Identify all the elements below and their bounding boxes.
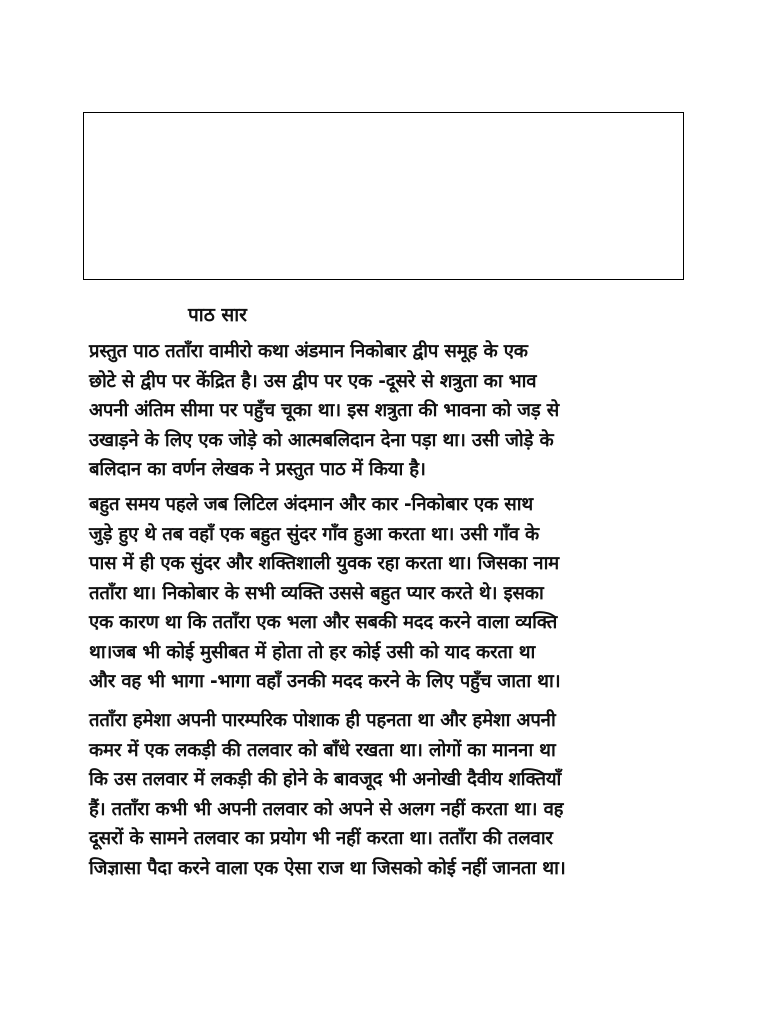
text-line: अपनी अंतिम सीमा पर पहुँच चूका था। इस शत्रुता की भावना को जड़ से: [89, 400, 560, 421]
text-line: छोटे से द्वीप पर केंद्रित है। उस द्वीप पर एक -दूसरे से शत्रुता का भाव: [89, 370, 537, 392]
text-line: कमर में एक लकड़ी की तलवार को बाँधे रखता था। लोगों का मानना था: [89, 739, 556, 761]
paragraph-1: [89, 337, 689, 485]
text-line: पास में ही एक सुंदर और शक्तिशाली युवक रहा करता था। जिसका नाम: [89, 553, 560, 574]
text-line: जुड़े हुए थे तब वहाँ एक बहुत सुंदर गाँव हुआ करता था। उसी गाँव के: [89, 523, 540, 545]
text-line: प्रस्तुत पाठ तताँरा वामीरो कथा अंडमान निकोबार द्वीप समूह के एक: [89, 341, 528, 362]
text-line: उखाड़ने के लिए एक जोड़े को आत्मबलिदान देना पड़ा था। उसी जोड़े के: [89, 429, 554, 451]
paragraph-2: [89, 490, 689, 697]
section-heading: पाठ सार: [188, 304, 247, 326]
text-line: बहुत समय पहले जब लिटिल अंदमान और कार -निकोबार एक साथ: [89, 494, 533, 515]
text-line: बलिदान का वर्णन लेखक ने प्रस्तुत पाठ में किया है।: [89, 459, 426, 480]
text-line: कि उस तलवार में लकड़ी की होने के बावजूद भी अनोखी दैवीय शक्तियाँ: [89, 769, 562, 790]
text-line: तताँरा हमेशा अपनी पारम्परिक पोशाक ही पहनता था और हमेशा अपनी: [89, 710, 556, 731]
text-line: हैं। तताँरा कभी भी अपनी तलवार को अपने से अलग नहीं करता था। वह: [89, 798, 564, 820]
empty-frame-box: [83, 112, 684, 280]
text-line: दूसरों के सामने तलवार का प्रयोग भी नहीं करता था। तताँरा की तलवार: [89, 828, 553, 849]
text-line: जिज्ञासा पैदा करने वाला एक ऐसा राज था जिसको कोई नहीं जानता था।: [89, 857, 566, 879]
paragraph-3: [89, 706, 689, 883]
text-line: और वह भी भागा -भागा वहाँ उनकी मदद करने के लिए पहुँच जाता था।: [89, 671, 561, 692]
text-line: था।जब भी कोई मुसीबत में होता तो हर कोई उसी को याद करता था: [89, 641, 536, 663]
text-line: एक कारण था कि तताँरा एक भला और सबकी मदद करने वाला व्यक्ति: [89, 612, 558, 633]
text-line: तताँरा था। निकोबार के सभी व्यक्ति उससे बहुत प्यार करते थे। इसका: [89, 582, 544, 604]
